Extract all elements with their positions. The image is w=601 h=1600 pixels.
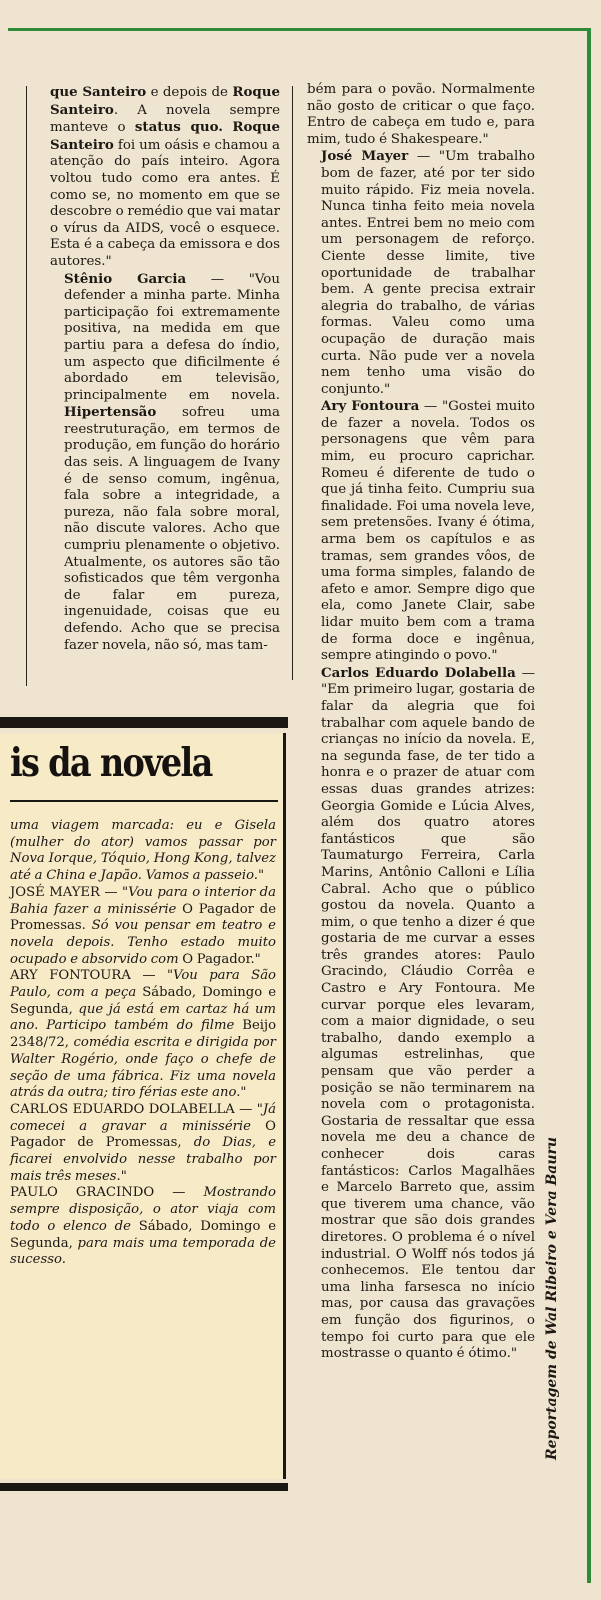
- box-paragraph-jose-mayer: JOSÉ MAYER — "Vou para o interior da Bahia fazer a minissérie O Pagador de Promessas. Só vou pensar em teatro e novela depois. Tenho estado muito ocupado e absorvido com O Pagador.": [10, 884, 277, 967]
- speaker-name: José Mayer: [321, 148, 409, 165]
- box-top-bar: [0, 717, 288, 728]
- box-paragraph-ary-fontoura: ARY FONTOURA — "Vou para São Paulo, com a peça Sábado, Domingo e Segunda, que já está em cartaz há um ano. Participo também do filme Beijo 2348/72, comédia escrita e dirigida por Walter Rogério, onde faço o chefe de seção de uma fábrica. Fiz uma novela atrás da outra; tiro férias este ano.": [10, 968, 277, 1101]
- box-speaker-name: JOSÉ MAYER: [10, 884, 100, 900]
- speaker-name: Stênio Garcia: [64, 270, 187, 287]
- article-column-2: [307, 82, 535, 1363]
- column-rule-middle: [292, 86, 293, 680]
- box-paragraph-paulo-gracindo: PAULO GRACINDO — Mostrando sempre disposição, o ator viaja com todo o elenco de Sábado, Domingo e Segunda, para mais uma temporada de sucesso.: [10, 1185, 277, 1268]
- box-title-rule: [10, 800, 278, 802]
- speaker-name: Ary Fontoura: [321, 398, 420, 415]
- box-text: [10, 818, 276, 1269]
- report-credit: Reportagem de Wal Ribeiro e Vera Bauru: [544, 1136, 560, 1460]
- paragraph-ary-fontoura: Ary Fontoura — "Gostei muito de fazer a novela. Todos os personagens que vêm para mim, eu procuro caprichar. Romeu é diferente de tudo o que já tinha feito. Cumpriu sua finalidade. Foi uma novela leve, sem pretensões. Ivany é ótima, arma bem os capítulos e as tramas, sem grandes vôos, de uma forma simples, falando de afeto e amor. Sempre digo que ela, como Janete Clair, sabe lidar muito bem com a trama de forma doce e ingênua, sempre atingindo o povo.": [321, 398, 535, 664]
- paragraph-stenio-garcia: Stênio Garcia — "Vou defender a minha parte. Minha participação foi extremamente positiva, na medida em que partiu para a defesa do índio, um aspecto que dificilmente é abordado em televisão, principalmente em novela. Hipertensão sofreu uma reestruturação, em termos de produção, em função do horário das seis. A linguagem de Ivany é de senso comum, ingênua, fala sobre a integridade, a pureza, não fala sobre moral, não discute valores. Acho que cumpriu plenamente o objetivo. Atualmente, os autores são tão sofisticados que têm vergonha de falar em pureza, ingenuidade, coisas que eu defendo. Acho que se precisa fazer novela, não só, mas tam-: [64, 270, 280, 653]
- box-paragraph-1: uma viagem marcada: eu e Gisela (mulher do ator) vamos passar por Nova Iorque, Tóquio, Hong Kong, talvez até a China e Japão. Vamos a passeio.": [10, 818, 276, 884]
- page-frame-top: [8, 28, 590, 31]
- box-speaker-name: CARLOS EDUARDO DOLABELLA: [10, 1101, 235, 1117]
- article-column-1: [50, 84, 280, 654]
- box-title: is da novela: [10, 740, 212, 786]
- paragraph-col1-1: que Santeiro e depois de Roque Santeiro. A novela sempre manteve o status quo. Roque Santeiro foi um oásis e chamou a atenção do país inteiro. Agora voltou tudo como era antes. É como se, no momento em que se descobre o remédio que vai matar o vírus da AIDS, você o esquece. Esta é a cabeça da emissora e dos autores.": [50, 84, 281, 269]
- paragraph-col2-1: bém para o povão. Normalmente não gosto de criticar o que faço. Entro de cabeça em tudo e, para mim, tudo é Shakespeare.": [307, 82, 535, 147]
- box-speaker-name: PAULO GRACINDO: [10, 1185, 155, 1201]
- box-paragraph-carlos-eduardo-dolabella: CARLOS EDUARDO DOLABELLA — "Já comecei a gravar a minissérie O Pagador de Promessas, do Dias, e ficarei envolvido nesse trabalho por mais três meses.": [10, 1101, 276, 1184]
- paragraph-jose-mayer: José Mayer — "Um trabalho bom de fazer, até por ter sido muito rápido. Fiz meia novela. Nunca tinha feito meia novela antes. Entrei bem no meio com um personagem de reforço. Ciente desse limite, tive oportunidade de trabalhar bem. A gente precisa extrair alegria do trabalho, de várias formas. Valeu como uma ocupação de duração mais curta. Não pude ver a novela nem tenho uma visão do conjunto.": [321, 148, 535, 397]
- speaker-name: Carlos Eduardo Dolabella: [321, 664, 516, 681]
- paragraph-carlos-eduardo-dolabella: Carlos Eduardo Dolabella — "Em primeiro lugar, gostaria de falar da alegria que foi trabalhar com aquele bando de crianças no início da novela. E, na segunda fase, de ter tido a honra e o prazer de atuar com essas duas grandes atrizes: Georgia Gomide e Lúcia Alves, além dos quatro atores fantásticos que são Taumaturgo Ferreira, Carla Marins, Antônio Calloni e Lília Cabral. Acho que o público gostou da novela. Quanto a mim, o que tenho a dizer é que gostaria de me curvar a esses três grandes atores: Paulo Gracindo, Cláudio Corrêa e Castro e Ary Fontoura. Me curvar porque eles levaram, com a maior dignidade, o seu trabalho, dando exemplo a algumas estrelinhas, que pensam que vão perder a posição se não terminarem na novela com o protagonista. Gostaria de ressaltar que essa novela me deu a chance de conhecer dois caras fantásticos: Carlos Magalhães e Marcelo Barreto que, assim que tiverem uma chance, vão mostrar que são dois grandes diretores. O problema é o nível industrial. O Wolff nós todos já conhecemos. Ele tentou dar uma linha farsesca no início mas, por causa das gravações em função dos figurinos, o tempo foi curto para que ele mostrasse o quanto é ótimo.": [321, 664, 535, 1362]
- page-frame-right: [587, 28, 591, 1583]
- column-rule-left: [26, 86, 27, 686]
- box-speaker-name: ARY FONTOURA: [10, 968, 131, 984]
- box-bottom-bar: [0, 1483, 288, 1491]
